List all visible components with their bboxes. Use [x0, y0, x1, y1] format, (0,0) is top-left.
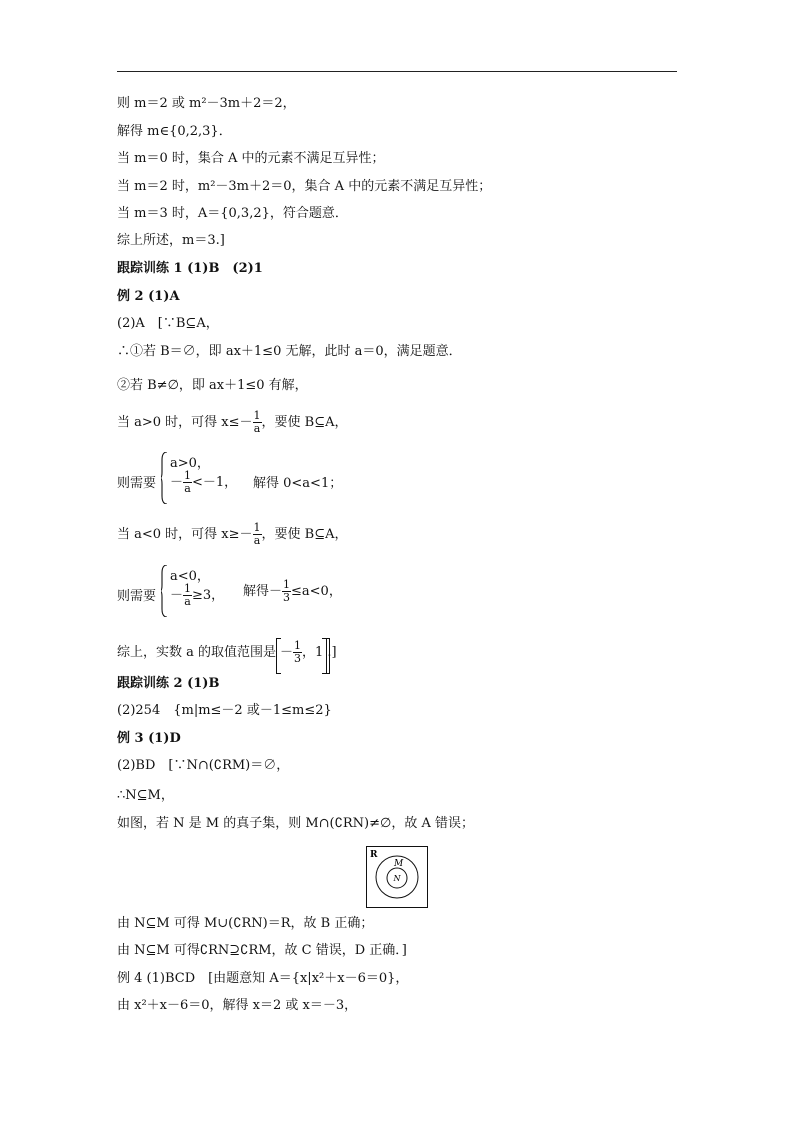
text-line	[117, 522, 348, 547]
interval	[276, 640, 327, 665]
text-line: 跟踪训练 1 (1)B (2)1	[117, 261, 263, 276]
fraction-numerator: 1	[184, 469, 192, 482]
system-label: 则需要	[117, 476, 157, 491]
fraction-numerator: 1	[283, 578, 291, 591]
text-line: 当 m＝0 时，集合 A 中的元素不满足互异性；	[117, 151, 385, 166]
system-row: a<0，	[170, 569, 210, 584]
text-line: 例 3 (1)D	[117, 731, 181, 746]
header-rule	[117, 71, 677, 72]
fraction-denominator: a	[253, 534, 261, 547]
text-segment: －	[170, 588, 184, 603]
fraction-numerator: 1	[253, 409, 261, 422]
system-row	[170, 470, 237, 495]
text-line: 如图，若 N 是 M 的真子集，则 M∩(∁RN)≠∅，故 A 错误；	[117, 816, 474, 831]
system-row: a>0，	[170, 456, 210, 471]
text-segment: －	[170, 475, 184, 490]
fraction	[293, 640, 302, 665]
inequality-system-1	[117, 452, 417, 508]
text-segment: ≥3，	[192, 588, 225, 603]
set-n-label: N	[393, 874, 401, 883]
text-segment: 当 a<0 时，可得 x≥－	[117, 527, 253, 542]
fraction	[282, 579, 291, 604]
text-segment: ，要使 B⊆A，	[261, 415, 348, 430]
system-solution	[243, 579, 342, 604]
text-line: (2)BD [∵N∩(∁RM)＝∅，	[117, 758, 290, 773]
right-bracket-icon	[325, 638, 330, 674]
text-line: (2)A [∵B⊆A，	[117, 316, 219, 331]
fraction	[253, 522, 262, 547]
fraction-denominator: 3	[283, 591, 291, 604]
text-segment: 解得－	[243, 584, 283, 599]
system-label: 则需要	[117, 589, 157, 604]
fraction	[253, 410, 262, 435]
brace-icon	[161, 452, 167, 504]
fraction	[183, 470, 192, 495]
text-line: 则 m＝2 或 m²－3m＋2＝2，	[117, 96, 296, 111]
venn-diagram	[366, 846, 428, 908]
fraction-denominator: a	[253, 422, 261, 435]
fraction-denominator: 3	[294, 652, 302, 665]
text-line: 当 m＝3 时，A＝{0,3,2}，符合题意．	[117, 206, 348, 221]
left-bracket-icon	[276, 638, 281, 674]
text-line: ②若 B≠∅，即 ax＋1≤0 有解，	[117, 378, 308, 393]
text-line: 跟踪训练 2 (1)B	[117, 676, 220, 691]
text-segment: 当 a>0 时，可得 x≤－	[117, 415, 253, 430]
text-line: 例 4 (1)BCD [由题意知 A＝{x|x²＋x－6＝0}，	[117, 971, 409, 986]
text-line: 由 x²＋x－6＝0，解得 x＝2 或 x＝－3，	[117, 998, 358, 1013]
text-segment: <－1，	[192, 475, 238, 490]
text-segment: ，要使 B⊆A，	[261, 527, 348, 542]
text-line: 由 N⊆M 可得 M∪(∁RN)＝R，故 B 正确；	[117, 916, 374, 931]
text-line: 由 N⊆M 可得∁RN⊇∁RM，故 C 错误，D 正确．]	[117, 943, 407, 958]
text-line: ∴①若 B＝∅，即 ax＋1≤0 无解，此时 a＝0，满足题意．	[117, 344, 462, 359]
text-segment: －	[280, 645, 294, 660]
text-line: ∴N⊆M，	[117, 788, 174, 803]
universal-set-label: R	[370, 850, 378, 860]
text-line	[117, 410, 348, 435]
text-line: 例 2 (1)A	[117, 289, 180, 304]
text-segment: 综上，实数 a 的取值范围是	[117, 645, 277, 660]
text-line: (2)254 {m|m≤－2 或－1≤m≤2}	[117, 703, 332, 718]
fraction-denominator: a	[184, 482, 191, 495]
text-segment: .]	[327, 645, 337, 660]
set-m-label: M	[394, 859, 404, 869]
text-line: 当 m＝2 时，m²－3m＋2＝0，集合 A 中的元素不满足互异性；	[117, 179, 492, 194]
system-solution: 解得 0<a<1；	[253, 476, 343, 491]
fraction-numerator: 1	[184, 582, 192, 595]
text-segment: ≤a<0，	[291, 584, 342, 599]
system-row	[170, 583, 224, 608]
inequality-system-2	[117, 565, 417, 621]
fraction-numerator: 1	[294, 639, 302, 652]
fraction-denominator: a	[184, 595, 191, 608]
brace-icon	[161, 565, 167, 617]
text-line: 综上所述，m＝3.]	[117, 233, 225, 248]
text-segment: ，1	[302, 645, 324, 660]
fraction	[183, 583, 192, 608]
fraction-numerator: 1	[253, 521, 261, 534]
text-line: 解得 m∈{0,2,3}．	[117, 124, 232, 139]
text-line	[117, 640, 337, 665]
